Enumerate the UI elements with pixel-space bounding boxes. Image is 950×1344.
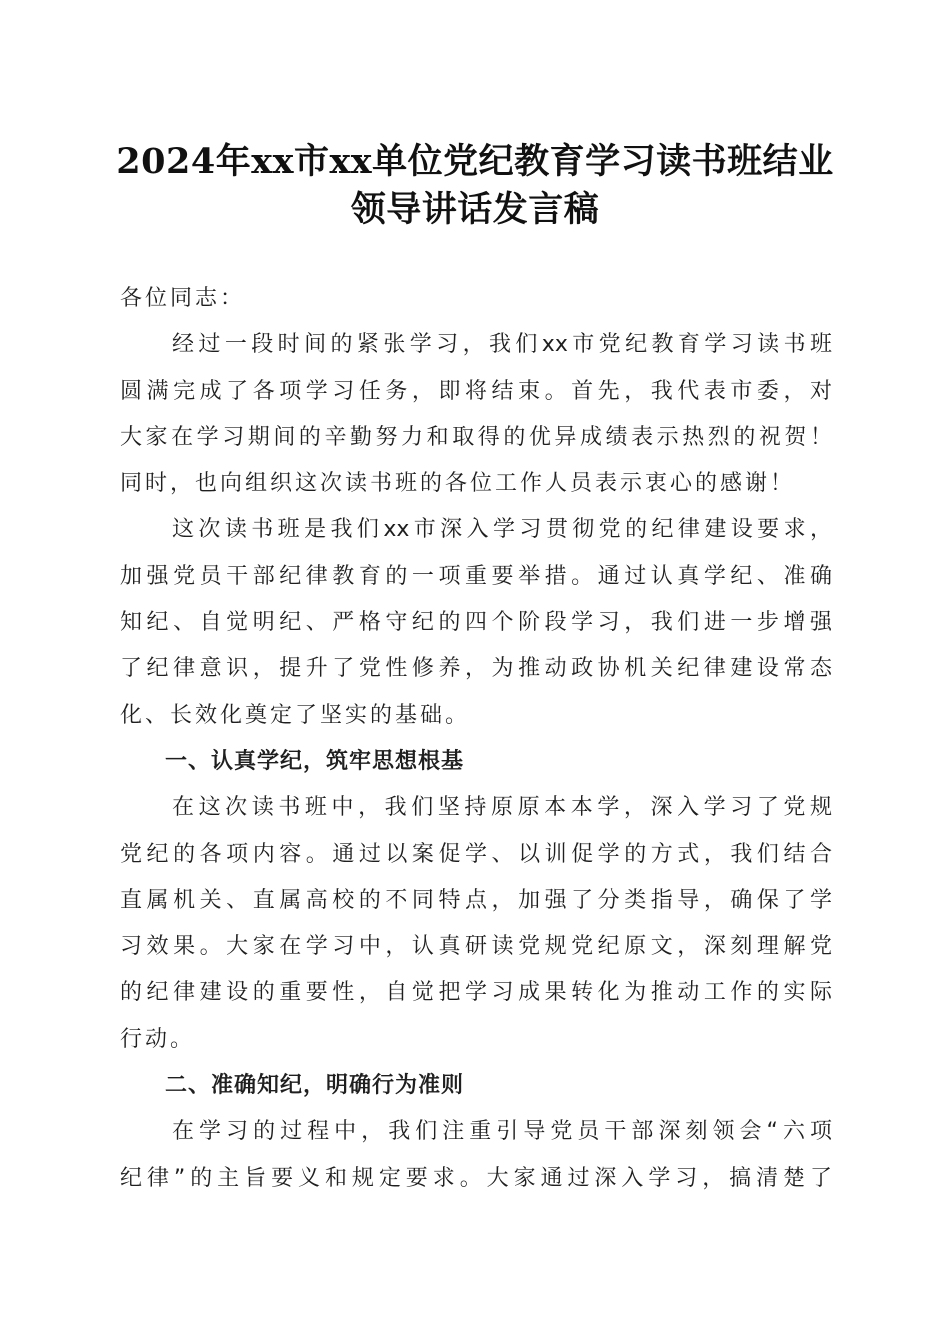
paragraph-line: 直属机关、直属高校的不同特点，加强了分类指导，确保了学 [120,887,832,913]
title-line-2: 领导讲话发言稿 [350,189,600,230]
paragraph-line: 这次读书班是我们xx市深入学习贯彻党的纪律建设要求， [172,517,832,543]
paragraph-line: 同时，也向组织这次读书班的各位工作人员表示衷心的感谢！ [120,471,796,497]
paragraph-line: 了纪律意识，提升了党性修养，为推动政协机关纪律建设常态 [120,656,832,682]
paragraph-line: 大家在学习期间的辛勤努力和取得的优异成绩表示热烈的祝贺！ [120,424,832,450]
paragraph-line: 的纪律建设的重要性，自觉把学习成果转化为推动工作的实际 [120,980,832,1006]
paragraph-line: 习效果。大家在学习中，认真研读党规党纪原文，深刻理解党 [120,934,832,960]
paragraph-line: 在学习的过程中，我们注重引导党员干部深刻领会“六项 [172,1119,832,1145]
paragraph-line: 行动。 [120,1026,196,1052]
title-line-1: 2024年xx市xx单位党纪教育学习读书班结业 [116,141,834,182]
paragraph-line: 加强党员干部纪律教育的一项重要举措。通过认真学纪、准确 [120,563,832,589]
section-heading-2: 二、准确知纪，明确行为准则 [165,1073,465,1099]
salutation: 各位同志： [120,286,246,311]
section-heading-1: 一、认真学纪，筑牢思想根基 [165,748,465,774]
paragraph-line: 在这次读书班中，我们坚持原原本本学，深入学习了党规 [172,795,832,821]
document-body [120,276,832,1202]
document-title [100,138,850,234]
paragraph-line: 纪律”的主旨要义和规定要求。大家通过深入学习，搞清楚了 [120,1165,832,1191]
paragraph-line: 党纪的各项内容。通过以案促学、以训促学的方式，我们结合 [120,841,832,867]
paragraph-line: 圆满完成了各项学习任务，即将结束。首先，我代表市委，对 [120,378,832,404]
paragraph-line: 化、长效化奠定了坚实的基础。 [120,702,471,728]
paragraph-line: 知纪、自觉明纪、严格守纪的四个阶段学习，我们进一步增强 [120,610,832,636]
paragraph-line: 经过一段时间的紧张学习，我们xx市党纪教育学习读书班 [172,332,832,358]
